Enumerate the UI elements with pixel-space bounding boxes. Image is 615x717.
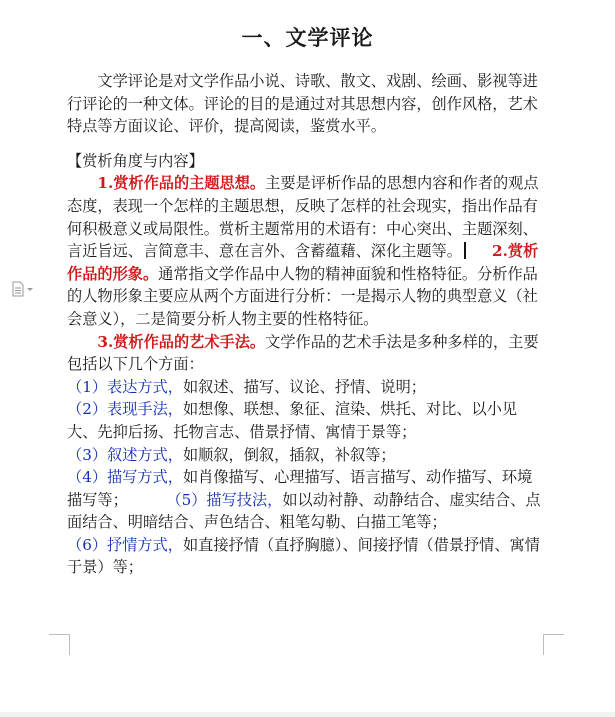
intro-paragraph[interactable]: 文学评论是对文学作品小说、诗歌、散文、戏剧、绘画、影视等进行评论的一种文体。评论的目的是通过对其思想内容，创作风格，艺术特点等方面议论、评价，提高阅读，鉴赏水平。 [67,72,538,136]
page-title: 一、文学评论 [241,26,374,50]
theme-text: 主要是评析作品的思想内容和作者的观点态度，表现一个怎样的主题思想，反映了怎样的社会现实，指出作品有何积极意义或局限性。赏析主题常用的术语有：中心突出、主题深刻、言近旨远、言简意丰、意在言外、含蓄蕴藉、深化主题等。 [67,174,539,261]
item-label: （2）表现手法， [67,400,183,419]
document-body [67,70,547,579]
text-cursor [464,242,466,259]
item-label: （5）描写技法， [166,490,283,509]
heading-image: 2.赏析作品的形象。 [67,242,539,283]
list-item-4-5[interactable] [67,466,547,534]
item-text: 如以动衬静、动静结合、虚实结合、点面结合、明暗结合、声色结合、粗笔勾勒、白描工笔等； [67,490,541,532]
item-label: （6）抒情方式， [67,535,183,554]
heading-technique: 3.赏析作品的艺术手法。 [97,332,266,351]
item-text: 如肖像描写、心理描写、语言描写、动作描写、环境描写等； [67,468,533,509]
page-bottom-edge [0,712,615,717]
list-item-2[interactable] [67,398,547,443]
item-text: 如顺叙，倒叙，插叙，补叙等； [182,445,396,464]
list-item-3[interactable] [67,444,547,467]
technique-text: 文学作品的艺术手法是多种多样的，主要包括以下几个方面： [67,332,539,374]
margin-corner-mark [543,634,564,655]
heading-theme: 1.赏析作品的主题思想。 [97,174,266,193]
item-text: 如直接抒情（直抒胸臆）、间接抒情（借景抒情、寓情于景）等； [67,535,540,577]
section-heading: 【赏析角度与内容】 [67,151,204,170]
list-item-6[interactable] [67,534,547,579]
item-text: 如叙述、描写、议论、抒情、说明； [182,377,426,396]
document-icon[interactable] [12,281,36,297]
item-label: （4）描写方式， [67,468,183,487]
list-item-1[interactable] [67,376,547,399]
paragraph-technique[interactable] [67,331,547,376]
paragraph-theme-image[interactable] [67,172,547,330]
image-text: 通常指文学作品中人物的精神面貌和性格特征。分析作品的人物形象主要应从两个方面进行分析：一是揭示人物的典型意义（社会意义），二是简要分析人物主要的性格特征。 [67,264,538,328]
margin-corner-mark [49,634,70,655]
item-label: （1）表达方式， [67,377,183,396]
item-label: （3）叙述方式， [67,445,183,464]
item-text: 如想像、联想、象征、渲染、烘托、对比、以小见大、先抑后扬、托物言志、借景抒情、寓情于景等； [67,400,518,441]
